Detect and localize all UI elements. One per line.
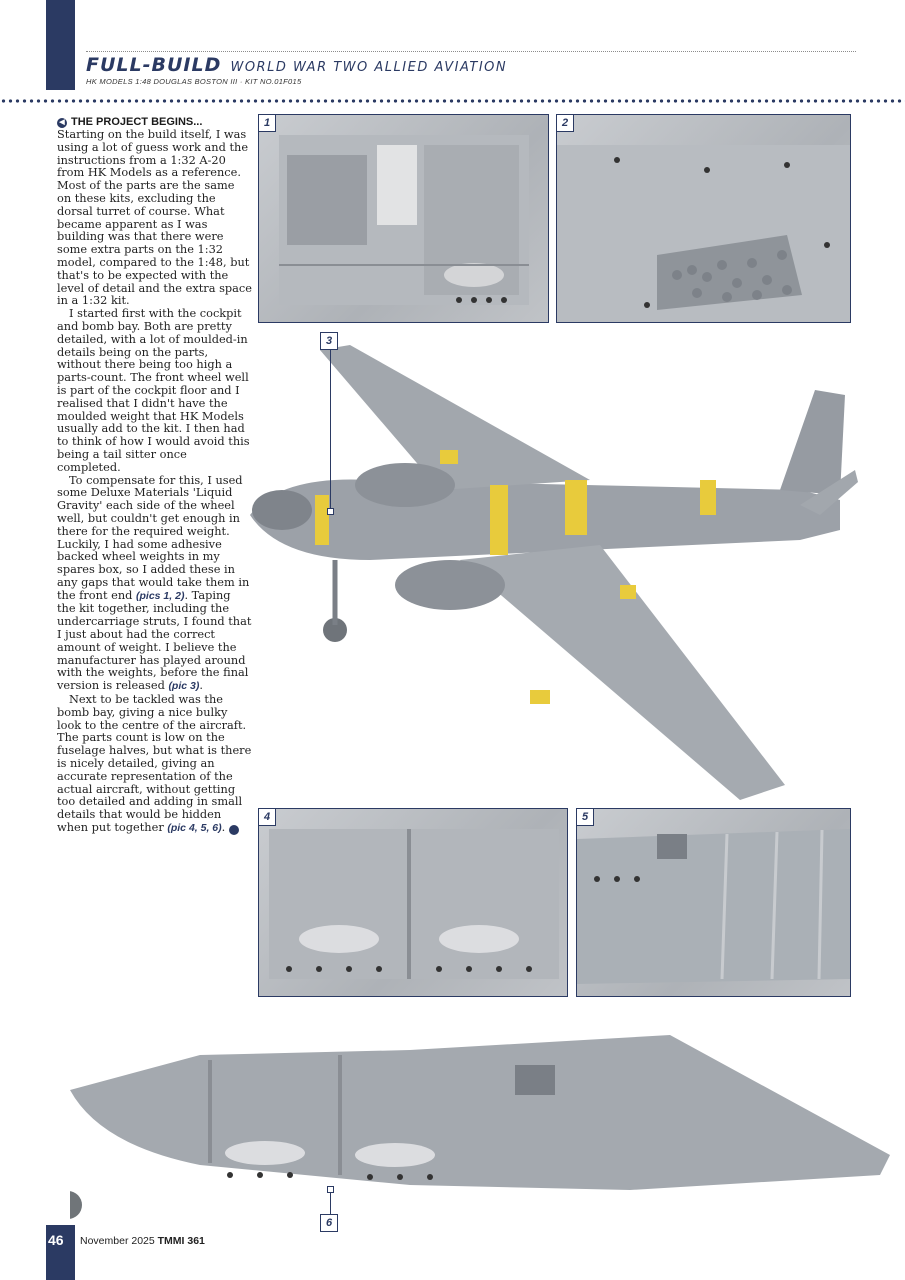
paragraph-2: I started first with the cockpit and bomb bay. Both are pretty detailed, with a lot of moulded-in details being on the parts, without there being too high a parts-count. The front wheel well is part of the cockpit floor and I realised that I didn't have the moulded weight that HK Models usually add to the kit. I then had to think of how I would avoid this being a tail sitter once completed. xyxy=(57,306,250,474)
leader-line-6 xyxy=(330,1190,331,1214)
paragraph-3-text-a: To compensate for this, I used some Deluxe Materials 'Liquid Gravity' each side of the wheel well, but couldn't get enough in there for the required weight. Luckily, I had some adhesive backed wheel weights in my spares box, so I added these in any gaps that would take them in the front end xyxy=(57,472,250,602)
title-sub: WORLD WAR TWO ALLIED AVIATION xyxy=(230,60,508,75)
leader-end-3 xyxy=(327,508,334,515)
photo-4-bomb-bay xyxy=(258,808,568,997)
photo-1-cockpit xyxy=(258,114,549,323)
top-accent-bar xyxy=(46,0,75,90)
pic-ref-3: (pic 3) xyxy=(168,680,200,693)
cockpit-illustration xyxy=(259,115,548,322)
caption-5: 5 xyxy=(576,808,594,826)
leader-line-3 xyxy=(330,350,331,510)
pic-ref-4-5-6: (pic 4, 5, 6) xyxy=(167,822,222,835)
dotted-separator xyxy=(0,98,905,104)
photo-2-weights xyxy=(556,114,851,323)
continue-arrow-icon: ▶ xyxy=(229,825,239,835)
paragraph-4-text: Next to be tackled was the bomb bay, giving a nice bulky look to the centre of the aircraft. The parts count is low on the fuselage halves, but what is there is nicely detailed, giving an accurate representation of the actual aircraft, without getting too detailed and adding in small details that would be hidden when put together xyxy=(57,692,252,835)
title-main: FULL-BUILD xyxy=(86,54,222,76)
footer-date: November 2025 xyxy=(80,1235,155,1247)
header-rule xyxy=(86,51,856,52)
pic-ref-1-2: (pics 1, 2) xyxy=(136,589,185,602)
weights-illustration xyxy=(557,115,850,322)
footer-info xyxy=(80,1235,205,1247)
leader-end-6 xyxy=(327,1186,334,1193)
heading-text: THE PROJECT BEGINS... xyxy=(71,116,203,128)
caption-4: 4 xyxy=(258,808,276,826)
caption-2: 2 xyxy=(556,114,574,132)
paragraph-3: To compensate for this, I used some Deluxe Materials 'Liquid Gravity' each side of the wheel well, but couldn't get enough in there for the required weight. Luckily, I had some adhesive backed wheel weights in my spares box, so I added these in any gaps that would take them in the front end (pics 1, 2). Taping the kit together, including the undercarriage struts, I found that I just about had the correct amount of weight. I believe the manufacturer has played around with the weights, before the final version is released (pic 3). xyxy=(57,472,252,693)
footer-magazine: TMMI 361 xyxy=(157,1235,205,1247)
fuselage-illustration xyxy=(577,809,850,996)
back-arrow-icon: ◀ xyxy=(57,118,67,128)
kit-line: HK MODELS 1:48 DOUGLAS BOSTON III · KIT NO.01F015 xyxy=(86,77,302,86)
photo-3-aircraft xyxy=(240,330,860,810)
photo-5-fuselage xyxy=(576,808,851,997)
bomb-bay-illustration xyxy=(259,809,567,996)
caption-1: 1 xyxy=(258,114,276,132)
paragraph-3-text-b: . Taping the kit together, including the undercarriage struts, I found that I just about had the correct amount of weight. I believe the manufacturer has played around with the weights, before the final version is released xyxy=(57,587,252,693)
paragraph-4: Next to be tackled was the bomb bay, giving a nice bulky look to the centre of the aircraft. The parts count is low on the fuselage halves, but what is there is nicely detailed, giving an accurate representation of the actual aircraft, without getting too detailed and adding in small details that would be hidden when put together (pic 4, 5, 6). ▶ xyxy=(57,692,252,835)
caption-3: 3 xyxy=(320,332,338,350)
photo-6-full-fuselage xyxy=(70,1015,890,1220)
paragraph-1: Starting on the build itself, I was using a lot of guess work and the instructions from a 1:32 A-20 from HK Models as a reference. Most of the parts are the same on these kits, excluding the dorsal turret of course. What became apparent as I was building was that there were some extra parts on the 1:32 model, compared to the 1:48, but that's to be expected with the level of detail and the extra space in a 1:32 kit. xyxy=(57,127,252,308)
section-title xyxy=(86,54,507,76)
caption-6: 6 xyxy=(320,1214,338,1232)
page-number: 46 xyxy=(48,1232,64,1248)
article-body xyxy=(57,128,252,835)
